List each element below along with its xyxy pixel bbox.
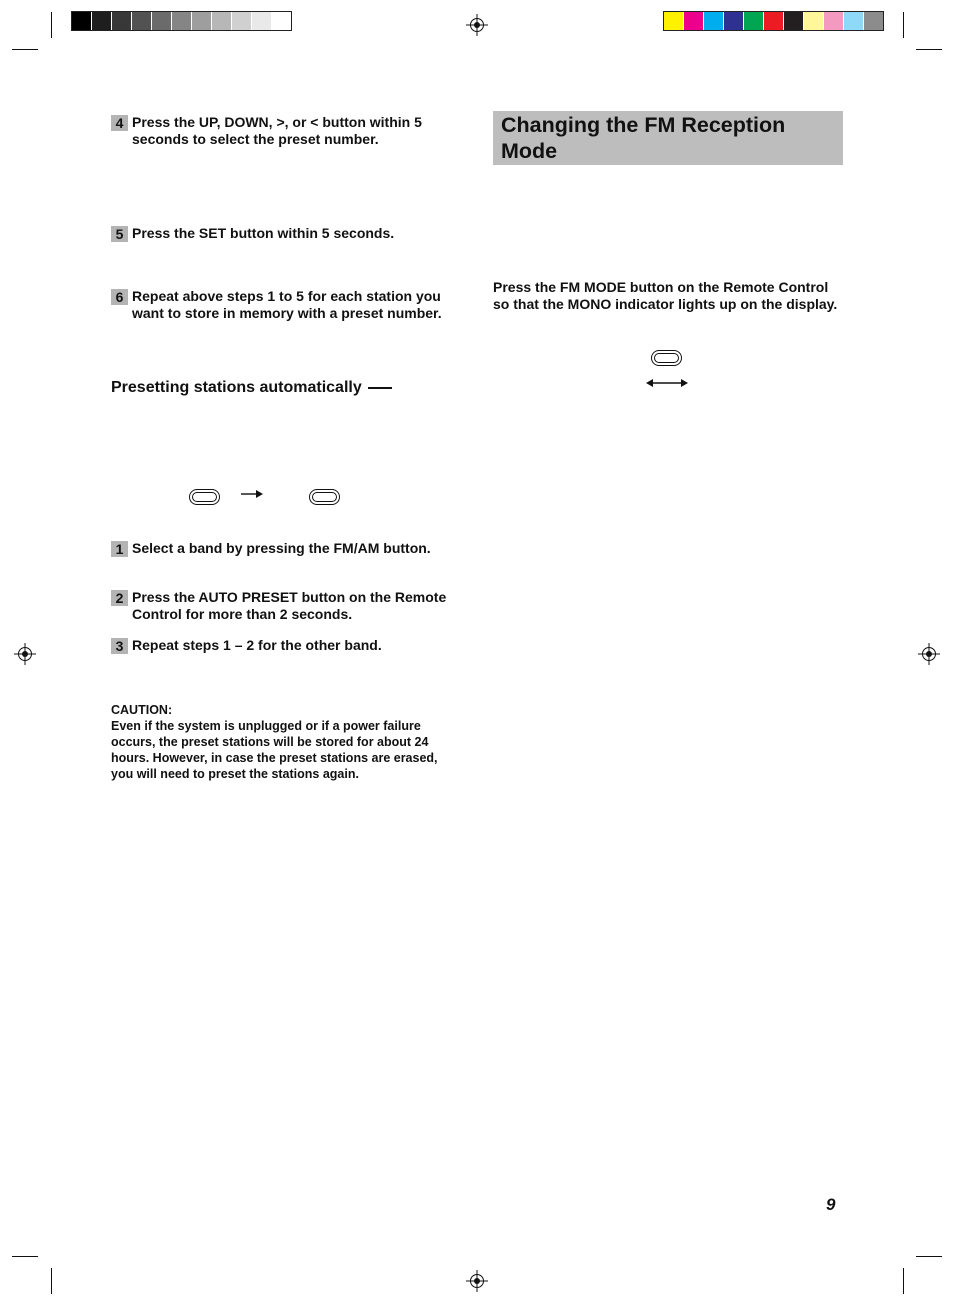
crop-mark bbox=[12, 49, 38, 50]
step-text: Select a band by pressing the FM/AM button. bbox=[132, 540, 431, 556]
color-swatch bbox=[664, 12, 684, 30]
registration-mark-icon bbox=[918, 643, 940, 665]
registration-mark-icon bbox=[466, 1270, 488, 1292]
double-arrow-icon bbox=[646, 377, 688, 389]
crop-mark bbox=[916, 49, 942, 50]
registration-mark-icon bbox=[14, 643, 36, 665]
color-swatch bbox=[684, 12, 704, 30]
color-swatch bbox=[152, 12, 172, 30]
color-swatch bbox=[232, 12, 252, 30]
step-6 bbox=[111, 288, 461, 322]
crop-mark bbox=[903, 1268, 904, 1294]
color-swatch bbox=[212, 12, 232, 30]
crop-mark bbox=[51, 1268, 52, 1294]
step-text: Press the AUTO PRESET button on the Remote Control for more than 2 seconds. bbox=[132, 589, 447, 622]
subheading-rule bbox=[368, 387, 392, 389]
fm-mode-button-illustration bbox=[651, 350, 682, 366]
auto-preset-button-illustration bbox=[309, 489, 340, 505]
color-swatch bbox=[844, 12, 864, 30]
crop-mark bbox=[51, 12, 52, 38]
fm-mode-instruction: Press the FM MODE button on the Remote Control so that the MONO indicator lights up on the display. bbox=[493, 279, 838, 312]
step-text: Press the UP, DOWN, >, or < button within 5 seconds to select the preset number. bbox=[132, 114, 422, 147]
subheading-text: Presetting stations automatically bbox=[111, 379, 362, 396]
color-swatch bbox=[112, 12, 132, 30]
color-swatch bbox=[172, 12, 192, 30]
section-title: Changing the FM Reception Mode bbox=[493, 111, 843, 165]
color-swatch bbox=[744, 12, 764, 30]
caution-label: CAUTION: bbox=[111, 703, 173, 717]
color-swatch bbox=[724, 12, 744, 30]
process-color-bar bbox=[663, 11, 884, 31]
color-swatch bbox=[764, 12, 784, 30]
step-number: 6 bbox=[111, 289, 128, 305]
arrow-right-icon bbox=[241, 488, 263, 500]
caution-note bbox=[111, 702, 461, 782]
step-number: 2 bbox=[111, 590, 128, 606]
color-swatch bbox=[704, 12, 724, 30]
color-swatch bbox=[272, 12, 291, 30]
step-number: 3 bbox=[111, 638, 128, 654]
step-number: 5 bbox=[111, 226, 128, 242]
step-number: 4 bbox=[111, 115, 128, 131]
color-swatch bbox=[864, 12, 883, 30]
step-2 bbox=[111, 589, 461, 623]
color-swatch bbox=[92, 12, 112, 30]
crop-mark bbox=[903, 12, 904, 38]
grayscale-color-bar bbox=[71, 11, 292, 31]
color-swatch bbox=[252, 12, 272, 30]
registration-mark-icon bbox=[466, 14, 488, 36]
step-text: Repeat steps 1 – 2 for the other band. bbox=[132, 637, 382, 653]
crop-mark bbox=[916, 1256, 942, 1257]
color-swatch bbox=[824, 12, 844, 30]
step-1 bbox=[111, 540, 461, 557]
step-text: Repeat above steps 1 to 5 for each station you want to store in memory with a preset number. bbox=[132, 288, 442, 321]
color-swatch bbox=[192, 12, 212, 30]
step-4 bbox=[111, 114, 461, 148]
step-text: Press the SET button within 5 seconds. bbox=[132, 225, 395, 241]
subheading-auto-preset bbox=[111, 379, 392, 397]
color-swatch bbox=[72, 12, 92, 30]
caution-text: Even if the system is unplugged or if a power failure occurs, the preset stations will be stored for about 24 hours. However, in case the preset stations are erased, you will need to preset the stations again. bbox=[111, 719, 438, 781]
crop-mark bbox=[12, 1256, 38, 1257]
color-swatch bbox=[784, 12, 804, 30]
step-number: 1 bbox=[111, 541, 128, 557]
fm-am-button-illustration bbox=[189, 489, 220, 505]
color-swatch bbox=[132, 12, 152, 30]
color-swatch bbox=[804, 12, 824, 30]
page-number: 9 bbox=[826, 1195, 836, 1214]
step-5 bbox=[111, 225, 461, 242]
step-3 bbox=[111, 637, 461, 654]
